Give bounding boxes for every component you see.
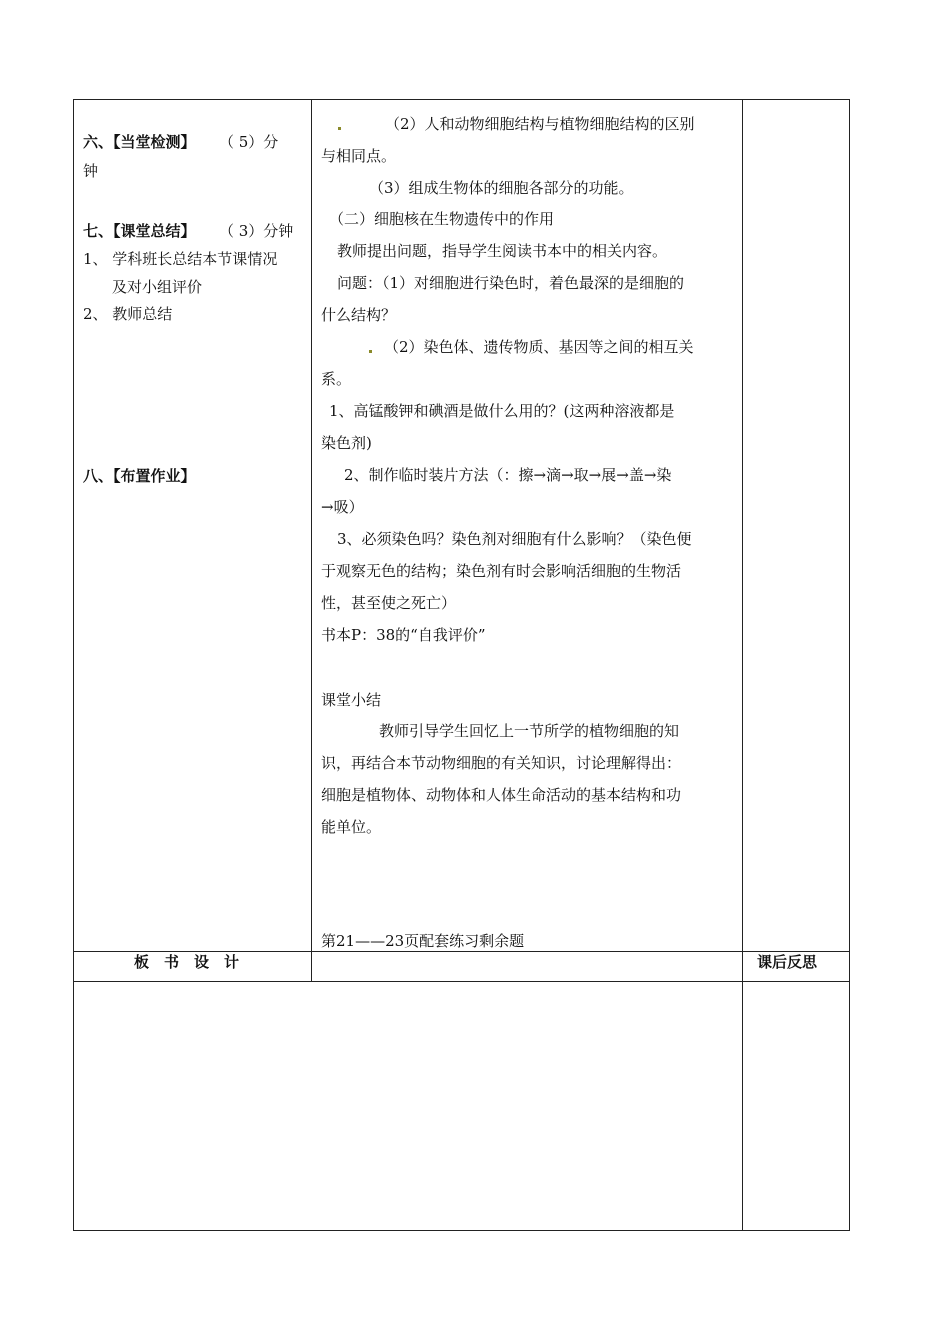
text-line: 3、必须染色吗？染色剂对细胞有什么影响？（染色便 xyxy=(337,530,692,548)
text-line: （二）细胞核在生物遗传中的作用 xyxy=(329,210,555,228)
text-line: 什么结构？ xyxy=(321,306,397,324)
text-line: 系。 xyxy=(321,370,352,388)
marker-dot xyxy=(338,127,341,130)
section-7-item-1: 1、 学科班长总结本节课情况 xyxy=(83,250,278,268)
text-line: （3）组成生物体的细胞各部分的功能。 xyxy=(369,179,634,197)
reflection-cell[interactable] xyxy=(743,982,849,1230)
board-design-cell[interactable] xyxy=(74,982,742,1230)
section-7-item-2: 2、 教师总结 xyxy=(83,305,173,323)
text-line: （2）人和动物细胞结构与植物细胞结构的区别 xyxy=(385,115,695,133)
text-line: 染色剂) xyxy=(321,434,372,452)
text-line: （2）染色体、遗传物质、基因等之间的相互关 xyxy=(384,338,694,356)
text-line: 于观察无色的结构；染色剂有时会影响活细胞的生物活 xyxy=(321,562,682,580)
section-6-time: （ 5）分 xyxy=(219,133,279,151)
table-border-bottom xyxy=(73,1230,850,1231)
text-line: 问题：（1）对细胞进行染色时，着色最深的是细胞的 xyxy=(337,274,685,292)
text-line: 第21——23页配套练习剩余题 xyxy=(321,932,525,950)
section-6-heading: 六、【当堂检测】 xyxy=(83,133,196,151)
column-divider-1 xyxy=(311,99,312,981)
board-design-label: 板 书 设 计 xyxy=(134,953,240,971)
text-line: 与相同点。 xyxy=(321,147,397,165)
text-line: 教师提出问题，指导学生阅读书本中的相关内容。 xyxy=(337,242,668,260)
text-line: 性，甚至使之死亡） xyxy=(321,594,457,612)
table-border-right xyxy=(849,99,850,1231)
section-7-time: （ 3）分钟 xyxy=(219,222,294,240)
text-line: 2、制作临时装片方法（：擦→滴→取→展→盖→染 xyxy=(344,466,672,484)
reflection-label: 课后反思 xyxy=(757,953,818,971)
text-line: 识，再结合本节动物细胞的有关知识，讨论理解得出： xyxy=(321,754,682,772)
text-line: 教师引导学生回忆上一节所学的植物细胞的知 xyxy=(379,722,680,740)
text-line: 书本P：38的“自我评价” xyxy=(321,626,486,644)
text-line: 1、高锰酸钾和碘酒是做什么用的？(这两种溶液都是 xyxy=(329,402,675,420)
text-line: →吸） xyxy=(321,498,364,516)
row-divider-footer-top xyxy=(73,951,850,952)
section-7-item-1-cont: 及对小组评价 xyxy=(112,278,203,296)
section-6-time-cont: 钟 xyxy=(83,162,99,180)
section-7-heading: 七、【课堂总结】 xyxy=(83,222,196,240)
section-8-heading: 八、【布置作业】 xyxy=(83,467,196,485)
marker-dot xyxy=(369,350,372,353)
text-line: 能单位。 xyxy=(321,818,382,836)
table-border-top xyxy=(73,99,850,100)
text-line: 细胞是植物体、动物体和人体生命活动的基本结构和功 xyxy=(321,786,682,804)
text-line: 课堂小结 xyxy=(321,691,382,709)
